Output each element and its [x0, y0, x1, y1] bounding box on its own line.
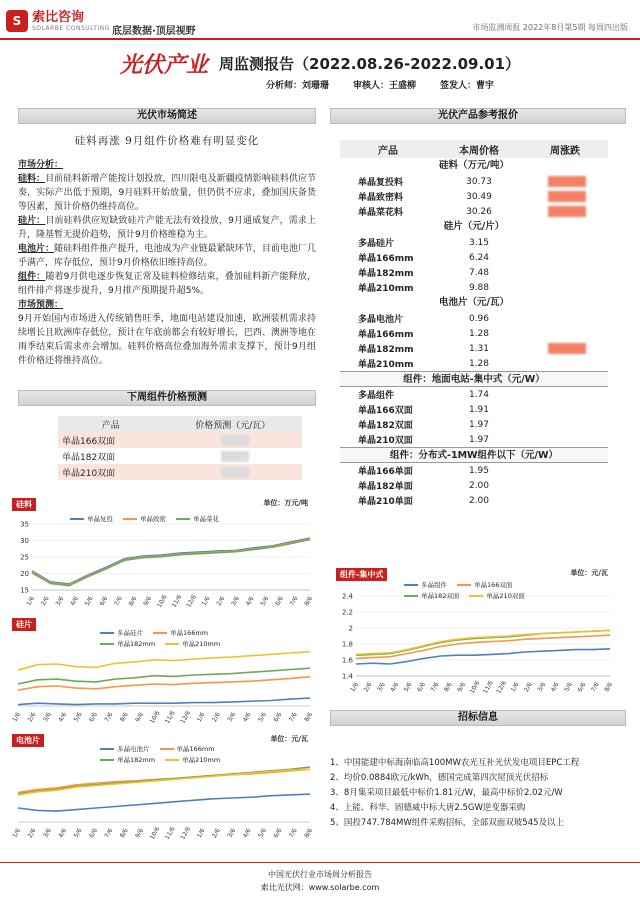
redacted-change	[548, 343, 586, 354]
x-tick-label: 5/6	[402, 681, 414, 694]
series-line	[18, 698, 310, 705]
price-product: 单晶210双面	[358, 436, 413, 446]
x-tick-label: 6/6	[98, 595, 110, 608]
chart-legend	[100, 628, 270, 648]
issue-info: 市场监测周报 2022年8月第5期 每周四出版	[472, 23, 628, 32]
price-value: 1.28	[468, 328, 490, 339]
price-value: 2.00	[468, 480, 490, 491]
x-tick-label: 1/6	[25, 595, 37, 608]
report-title	[0, 48, 640, 79]
forecast-table	[58, 416, 302, 480]
price-value: 1.91	[468, 404, 490, 415]
x-tick-label: 8/6	[303, 711, 315, 724]
price-value: 3.15	[468, 237, 490, 248]
wafer-price-chart	[10, 616, 316, 728]
x-tick-label: 1/6	[349, 681, 361, 694]
y-tick-label: 2.2	[341, 608, 353, 617]
x-tick-label: 1/6	[11, 711, 23, 724]
x-tick-label: 9/6	[456, 681, 468, 694]
x-tick-label: 7/6	[287, 827, 299, 840]
chart-tag: 电池片	[12, 734, 44, 747]
x-tick-label: 12/6	[185, 593, 199, 609]
x-tick-label: 11/6	[170, 593, 184, 609]
price-value: 1.74	[468, 389, 490, 400]
price-value: 2.00	[468, 495, 490, 506]
price-change	[522, 280, 608, 295]
overview-headline: 硅料再涨 9月组件价格难有明显变化	[74, 135, 260, 147]
analysis-wafer: 硅片：目前硅料供应短缺致硅片产能无法有效投放，9月通威复产，需求上升，隆基暂无提价趋势，预计9月价格维稳为主。	[18, 216, 316, 240]
list-item: 5、国投747.784MW组件采购招标，全部双面双玻545及以上	[330, 818, 565, 828]
price-value: 1.95	[468, 465, 490, 476]
x-tick-label: 10/6	[468, 679, 482, 695]
y-tick-label: 20	[20, 570, 29, 578]
list-item: 3、8月集采项目最低中标价1.81元/W，最高中标价2.02元/W	[330, 788, 563, 798]
series-line	[18, 668, 310, 684]
table-row	[340, 311, 608, 326]
price-col-price: 本周价格	[459, 145, 499, 157]
price-change	[522, 478, 608, 493]
price-product: 单晶182mm	[358, 269, 414, 279]
x-tick-label: 2/6	[211, 711, 222, 724]
analysis-label: 市场分析：	[18, 160, 64, 170]
header-divider	[0, 38, 640, 40]
analysis-module: 组件：随着9月供电逐步恢复正常及硅料检修结束，叠加硅料新产能释放，组件排产将逐步提升，9月排产预期提升超5%。	[18, 272, 316, 296]
y-tick-label: 2.4	[341, 592, 353, 601]
table-row	[340, 493, 608, 508]
price-change	[522, 402, 608, 417]
table-row	[340, 402, 608, 417]
price-change	[522, 432, 608, 447]
legend-item: 单晶210双面	[469, 591, 524, 600]
table-row	[340, 356, 608, 371]
bid-list	[330, 756, 626, 831]
report-meta	[0, 78, 640, 91]
price-change	[522, 417, 608, 432]
x-tick-label: 4/6	[69, 595, 81, 608]
analysis-silicon: 硅料：目前硅料新增产能按计划投放，四川限电及新疆疫情影响硅料供应节奏，实际产出低于预期，9月硅料开始放量，但仍供不应求，叠加国庆备货等因素，预计价格仍维持高位。	[18, 174, 316, 212]
footer-title: 中国光伏行业市场周分析报告	[268, 870, 372, 879]
price-product: 单晶166双面	[358, 406, 413, 416]
price-product: 单晶182mm	[358, 345, 414, 355]
chart-unit: 单位：万元/吨	[263, 499, 308, 507]
y-tick-label: 35	[20, 520, 29, 529]
market-overview-heading: 光伏市场简述	[18, 108, 316, 124]
x-tick-label: 12/6	[179, 709, 193, 725]
redacted-value	[221, 435, 249, 446]
price-product: 多晶电池片	[358, 315, 404, 325]
bids-heading: 招标信息	[330, 710, 626, 726]
y-tick-label: 30	[20, 537, 29, 545]
price-col-change: 周涨跌	[550, 145, 580, 157]
price-change	[522, 493, 608, 508]
series-line	[18, 652, 310, 671]
price-group-title: 硅料（万元/吨）	[439, 160, 509, 171]
x-tick-label: 1/6	[195, 711, 207, 724]
top-bar	[0, 0, 640, 40]
x-tick-label: 6/6	[273, 595, 285, 608]
x-tick-label: 7/6	[589, 681, 601, 694]
list-item: 2、均价0.0884欧元/kWh，德国完成第四次屋顶光伏招标	[330, 773, 549, 783]
price-product: 单晶166mm	[358, 254, 414, 264]
price-product: 单晶致密料	[358, 193, 404, 203]
x-tick-label: 6/6	[272, 711, 284, 724]
x-tick-label: 1/6	[200, 595, 212, 608]
x-tick-label: 2/6	[26, 711, 38, 724]
table-row	[340, 204, 608, 219]
price-value: 7.48	[468, 267, 490, 278]
redacted-value	[221, 467, 249, 478]
price-value: 9.88	[468, 282, 490, 293]
redacted-change	[548, 206, 586, 217]
price-table	[340, 140, 608, 508]
footer	[0, 868, 640, 894]
x-tick-label: 4/6	[389, 681, 401, 694]
table-row	[340, 265, 608, 280]
x-tick-label: 5/6	[257, 711, 269, 724]
x-tick-label: 2/6	[523, 681, 534, 694]
x-tick-label: 4/6	[549, 681, 561, 694]
chart-tag: 组件-集中式	[336, 568, 387, 581]
redacted-change	[548, 176, 586, 187]
legend-item: 单晶166mm	[153, 628, 208, 637]
price-change	[522, 463, 608, 478]
x-tick-label: 6/6	[272, 827, 284, 840]
redacted-change	[548, 191, 586, 202]
x-tick-label: 1/6	[11, 827, 23, 840]
series-line	[18, 677, 310, 690]
logo-en-text: SOLARBE CONSULTING	[32, 24, 110, 32]
x-tick-label: 8/6	[303, 827, 315, 840]
x-tick-label: 2/6	[215, 595, 227, 608]
table-row	[340, 432, 608, 447]
x-tick-label: 6/6	[88, 827, 99, 840]
x-tick-label: 3/6	[54, 595, 66, 608]
table-row: 单晶210双面	[58, 464, 302, 480]
price-header-row	[340, 140, 608, 158]
price-value: 1.28	[468, 358, 490, 369]
x-tick-label: 10/6	[155, 593, 169, 609]
y-tick-label: 1.6	[341, 656, 353, 665]
x-tick-label: 10/6	[148, 709, 162, 725]
report-title-sub: 周监测报告（2022.08.26-2022.09.01）	[219, 55, 521, 73]
footer-site: 索比光伏网：www.solarbe.com	[260, 883, 380, 892]
y-tick-label: 1.8	[341, 640, 353, 649]
silicon-price-chart	[10, 496, 316, 612]
table-row	[340, 341, 608, 356]
price-product: 多晶组件	[358, 391, 395, 401]
x-tick-label: 9/6	[142, 595, 154, 608]
price-value: 30.73	[466, 176, 492, 187]
reviewer: 审核人：王盛柳	[352, 81, 416, 91]
legend-item: 多晶组件	[404, 580, 447, 589]
legend-item: 单晶致密	[123, 514, 166, 523]
table-row	[340, 189, 608, 204]
x-tick-label: 8/6	[127, 595, 139, 608]
forecast-heading: 下周组件价格预测	[18, 390, 316, 406]
x-tick-label: 9/6	[134, 827, 146, 840]
table-row	[340, 417, 608, 432]
legend-item: 多晶硅片	[100, 628, 143, 637]
price-change	[522, 311, 608, 326]
x-tick-label: 7/6	[429, 681, 441, 694]
price-change	[522, 204, 608, 219]
legend-item: 单晶166mm	[160, 744, 215, 753]
x-tick-label: 8/6	[303, 595, 315, 608]
brand-logo	[6, 10, 110, 32]
price-change	[522, 326, 608, 341]
price-change	[522, 235, 608, 250]
x-tick-label: 7/6	[103, 827, 115, 840]
x-tick-label: 11/6	[163, 709, 177, 725]
chart-legend	[100, 744, 270, 764]
x-tick-label: 2/6	[362, 681, 374, 694]
legend-item: 单晶菜花	[176, 514, 219, 523]
slogan: 底层数据·顶层视野	[112, 26, 196, 37]
x-tick-label: 2/6	[39, 595, 51, 608]
x-tick-label: 3/6	[226, 827, 238, 840]
table-row	[340, 387, 608, 402]
logo-cn-text: 索比咨询	[32, 9, 85, 25]
price-product: 单晶菜花料	[358, 208, 404, 218]
x-tick-label: 8/6	[603, 681, 615, 694]
price-product: 单晶166mm	[358, 330, 414, 340]
x-tick-label: 12/6	[495, 679, 509, 695]
price-product: 单晶210单面	[358, 497, 413, 507]
x-tick-label: 2/6	[26, 827, 38, 840]
x-tick-label: 5/6	[257, 827, 269, 840]
table-row: 单晶182双面	[58, 448, 302, 464]
x-tick-label: 4/6	[241, 827, 253, 840]
x-tick-label: 1/6	[509, 681, 521, 694]
price-product: 单晶182单面	[358, 482, 413, 492]
x-tick-label: 5/6	[72, 827, 84, 840]
legend-item: 多晶电池片	[100, 744, 150, 753]
price-value: 1.97	[468, 419, 490, 430]
table-row	[340, 174, 608, 189]
x-tick-label: 7/6	[113, 595, 124, 608]
price-value: 0.96	[468, 313, 490, 324]
logo-mark-icon: S	[6, 10, 28, 32]
x-tick-label: 6/6	[416, 681, 427, 694]
x-tick-label: 3/6	[226, 711, 238, 724]
redacted-value	[221, 451, 249, 462]
x-tick-label: 8/6	[118, 827, 130, 840]
cell-price-chart	[10, 732, 316, 844]
series-line	[18, 794, 310, 811]
series-line	[32, 538, 310, 584]
price-group-title: 组件：分布式-1MW组件以下（元/W）	[340, 447, 608, 463]
y-tick-label: 15	[20, 586, 29, 595]
table-row	[340, 280, 608, 295]
chart-unit: 单位：元/瓦	[270, 735, 308, 743]
x-tick-label: 3/6	[536, 681, 548, 694]
price-value: 1.31	[468, 343, 490, 354]
x-tick-label: 3/6	[41, 827, 53, 840]
x-tick-label: 11/6	[163, 825, 177, 841]
y-tick-label: 2	[348, 624, 353, 633]
x-tick-label: 7/6	[288, 595, 300, 608]
price-value: 1.97	[468, 434, 490, 445]
price-change	[522, 341, 608, 356]
forecast-text: 9月开始国内市场进入传统销售旺季，地面电站建设加速，欧洲装机需求持续增长且欧洲库存低位，预计在年底前都会有较好增长，巴西、澳洲等地在雨季结束后需求亦会增加。硅料价格高位叠加海外需求支撑下，预计9月组件价格还将维持高位。	[18, 314, 316, 366]
list-item: 1、中国能建中标海南临高100MW农光互补光伏发电项目EPC工程	[330, 758, 580, 768]
price-value: 30.26	[466, 206, 492, 217]
y-tick-label: 1.4	[341, 672, 353, 681]
price-value: 6.24	[468, 252, 490, 263]
x-tick-label: 6/6	[88, 711, 99, 724]
x-tick-label: 4/6	[57, 827, 69, 840]
price-product: 单晶182双面	[358, 421, 413, 431]
price-change	[522, 387, 608, 402]
x-tick-label: 10/6	[148, 825, 162, 841]
legend-item: 单晶182双面	[404, 591, 459, 600]
x-tick-label: 8/6	[118, 711, 130, 724]
x-tick-label: 7/6	[287, 711, 299, 724]
legend-item: 单晶182mm	[100, 755, 155, 764]
forecast-label: 市场预测：	[18, 300, 64, 310]
x-tick-label: 4/6	[57, 711, 69, 724]
x-tick-label: 4/6	[244, 595, 256, 608]
legend-item: 单晶182mm	[100, 639, 155, 648]
legend-item: 单晶166双面	[457, 580, 512, 589]
chart-legend	[404, 580, 554, 600]
x-tick-label: 5/6	[259, 595, 271, 608]
price-change	[522, 189, 608, 204]
x-tick-label: 6/6	[576, 681, 588, 694]
table-row	[340, 463, 608, 478]
x-tick-label: 8/6	[442, 681, 454, 694]
price-change	[522, 265, 608, 280]
x-tick-label: 3/6	[375, 681, 387, 694]
price-product: 多晶硅片	[358, 239, 395, 249]
x-tick-label: 5/6	[563, 681, 575, 694]
price-product: 单晶166单面	[358, 467, 413, 477]
chart-tag: 硅料	[12, 498, 36, 511]
x-tick-label: 7/6	[103, 711, 115, 724]
x-tick-label: 11/6	[481, 679, 495, 695]
list-item: 4、上能、科华、固德威中标大唐2.5GW逆变器采购	[330, 803, 526, 813]
market-overview	[18, 134, 316, 368]
signer: 签发人：曹宇	[440, 81, 495, 91]
table-row	[340, 250, 608, 265]
legend-item: 单晶210mm	[165, 639, 220, 648]
chart-legend	[70, 514, 270, 523]
price-product: 单晶复投料	[358, 178, 404, 188]
legend-item: 单晶复投	[70, 514, 113, 523]
table-row	[340, 326, 608, 341]
forecast-col-price: 价格预测（元/瓦）	[164, 416, 302, 432]
table-row: 单晶166双面	[58, 432, 302, 448]
price-change	[522, 356, 608, 371]
x-tick-label: 5/6	[72, 711, 84, 724]
price-group-title: 组件：地面电站-集中式（元/W）	[340, 371, 608, 387]
price-value: 30.49	[466, 191, 492, 202]
price-product: 单晶210mm	[358, 284, 414, 294]
price-col-product: 产品	[378, 145, 398, 157]
analysis-cell: 电池片：随硅料组件推产提升，电池成为产业链最紧缺环节，目前电池厂几乎满产，库存低位，预计9月价格依旧维持高位。	[18, 244, 316, 268]
x-tick-label: 3/6	[41, 711, 53, 724]
y-tick-label: 25	[20, 553, 29, 562]
x-tick-label: 1/6	[195, 827, 207, 840]
chart-unit: 单位：元/瓦	[570, 569, 608, 577]
chart-tag: 硅片	[12, 618, 36, 631]
price-group-title: 电池片（元/瓦）	[439, 297, 509, 308]
x-tick-label: 4/6	[241, 711, 253, 724]
price-group-title: 硅片（元/片）	[443, 221, 505, 232]
price-product: 单晶210mm	[358, 360, 414, 370]
price-change	[522, 174, 608, 189]
module-price-chart	[334, 566, 616, 698]
x-tick-label: 5/6	[83, 595, 95, 608]
prices-heading: 光伏产品参考报价	[330, 108, 626, 124]
x-tick-label: 3/6	[230, 595, 241, 608]
report-title-main: 光伏产业	[119, 52, 208, 78]
table-row	[340, 235, 608, 250]
legend-item: 单晶210mm	[165, 755, 220, 764]
analyst: 分析师：刘珊珊	[265, 81, 329, 91]
x-tick-label: 9/6	[134, 711, 146, 724]
x-tick-label: 2/6	[211, 827, 222, 840]
table-row	[340, 478, 608, 493]
footer-divider	[0, 862, 640, 863]
x-tick-label: 12/6	[179, 825, 193, 841]
price-change	[522, 250, 608, 265]
forecast-col-product: 产品	[58, 416, 164, 432]
